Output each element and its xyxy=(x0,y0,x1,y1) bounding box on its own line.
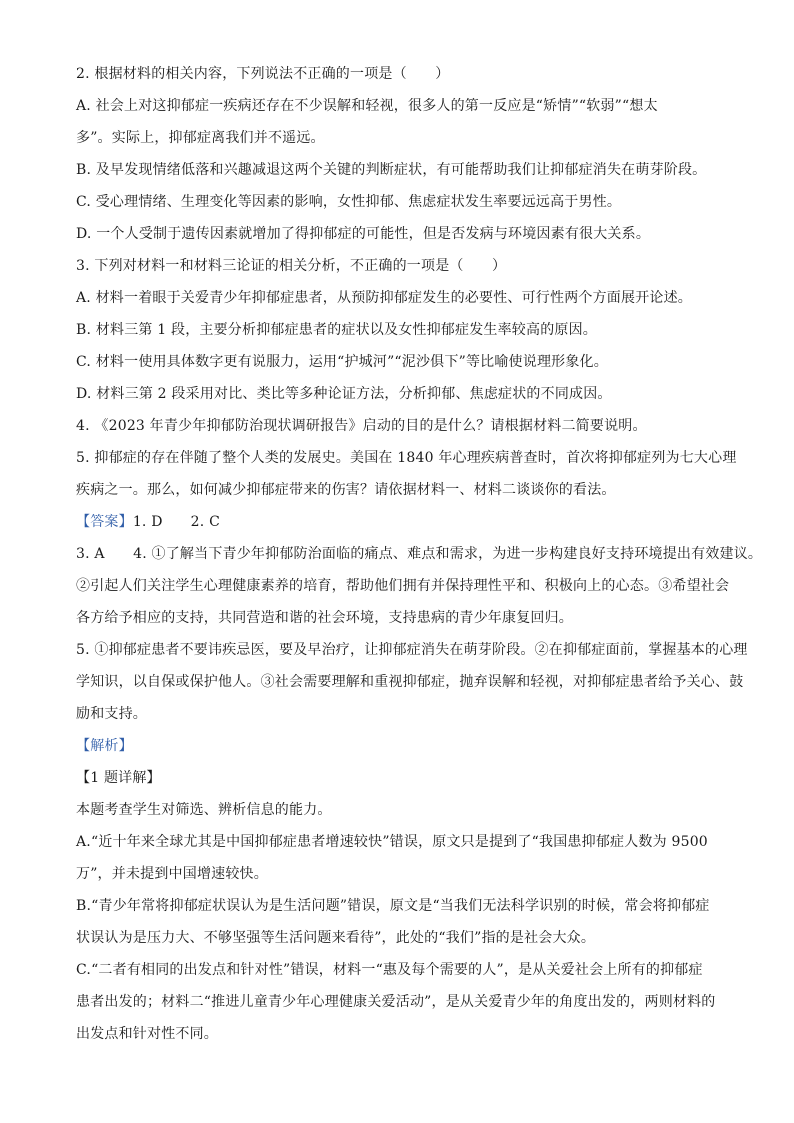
answer-line xyxy=(76,512,736,532)
question-3-option-d: D. 材料三第 2 段采用对比、类比等多种论证方法，分析抑郁、焦虑症状的不同成因。 xyxy=(76,386,612,402)
answer-label: 【答案】 xyxy=(76,514,133,530)
detail-label: 【1 题详解】 xyxy=(76,770,161,786)
question-3-option-c: C. 材料一使用具体数字更有说服力，运用“护城河”“泥沙俱下”等比喻使说理形象化。 xyxy=(76,354,608,370)
question-2-stem: 2. 根据材料的相关内容，下列说法不正确的一项是（ ） xyxy=(76,66,450,82)
detail-a-cont: 万”，并未提到中国增速较快。 xyxy=(76,866,268,882)
question-5-stem-cont: 疾病之一。那么，如何减少抑郁症带来的伤害？请依据材料一、材料二谈谈你的看法。 xyxy=(76,482,616,498)
answer-4-cont-2: 各方给予相应的支持，共同营造和谐的社会环境，支持患病的青少年康复回归。 xyxy=(76,610,573,626)
answer-3-4: 3. A 4. ①了解当下青少年抑郁防治面临的痛点、难点和需求，为进一步构建良好支持环境提出有效建议。 xyxy=(76,546,763,562)
answer-2: 2. C xyxy=(190,514,220,530)
detail-intro: 本题考查学生对筛选、辨析信息的能力。 xyxy=(76,802,332,818)
question-5-stem: 5. 抑郁症的存在伴随了整个人类的发展史。美国在 1840 年心理疾病普查时，首次将抑郁症列为七大心理 xyxy=(76,450,737,466)
detail-c: C.“二者有相同的出发点和针对性”错误，材料一“惠及每个需要的人”，是从关爱社会上所有的抑郁症 xyxy=(76,962,703,978)
answer-1: 1. D xyxy=(132,514,163,530)
analysis-label: 【解析】 xyxy=(76,738,133,754)
question-2-option-a-cont: 多”。实际上，抑郁症离我们并不遥远。 xyxy=(76,130,325,146)
detail-b-cont: 状误认为是压力大、不够坚强等生活问题来看待”，此处的“我们”指的是社会大众。 xyxy=(76,930,596,946)
question-4-stem: 4. 《2023 年青少年抑郁防治现状调研报告》启动的目的是什么？请根据材料二简要说明。 xyxy=(76,418,647,434)
question-2-option-c: C. 受心理情绪、生理变化等因素的影响，女性抑郁、焦虑症状发生率要远远高于男性。 xyxy=(76,194,622,210)
answer-5: 5. ①抑郁症患者不要讳疾忌医，要及早治疗，让抑郁症消失在萌芽阶段。②在抑郁症面前，掌握基本的心理 xyxy=(76,642,748,658)
answer-4-cont-1: ②引起人们关注学生心理健康素养的培育，帮助他们拥有并保持理性平和、积极向上的心态。③希望社会 xyxy=(76,578,730,594)
answer-5-cont-1: 学知识，以自保或保护他人。③社会需要理解和重视抑郁症，抛弃误解和轻视，对抑郁症患者给予关心、鼓 xyxy=(76,674,744,690)
question-3-stem: 3. 下列对材料一和材料三论证的相关分析，不正确的一项是（ ） xyxy=(76,258,507,274)
question-3-option-b: B. 材料三第 1 段，主要分析抑郁症患者的症状以及女性抑郁症发生率较高的原因。 xyxy=(76,322,597,338)
detail-c-cont-1: 患者出发的；材料二“推进儿童青少年心理健康关爱活动”，是从关爱青少年的角度出发的，两则材料的 xyxy=(76,994,716,1010)
question-3-option-a: A. 材料一着眼于关爱青少年抑郁症患者，从预防抑郁症发生的必要性、可行性两个方面展开论述。 xyxy=(76,290,693,306)
question-2-option-a: A. 社会上对这抑郁症一疾病还存在不少误解和轻视，很多人的第一反应是“矫情”“软弱”“想太 xyxy=(76,98,658,114)
answer-5-cont-2: 励和支持。 xyxy=(76,706,147,722)
question-2-option-d: D. 一个人受制于遗传因素就增加了得抑郁症的可能性，但是否发病与环境因素有很大关系。 xyxy=(76,226,651,242)
detail-b: B.“青少年常将抑郁症状误认为是生活问题”错误，原文是“当我们无法科学识别的时候，常会将抑郁症 xyxy=(76,898,710,914)
question-2-option-b: B. 及早发现情绪低落和兴趣减退这两个关键的判断症状，有可能帮助我们让抑郁症消失在萌芽阶段。 xyxy=(76,162,707,178)
detail-c-cont-2: 出发点和针对性不同。 xyxy=(76,1026,218,1042)
detail-a: A.“近十年来全球尤其是中国抑郁症患者增速较快”错误，原文只是提到了“我国患抑郁症人数为 9500 xyxy=(76,834,708,850)
